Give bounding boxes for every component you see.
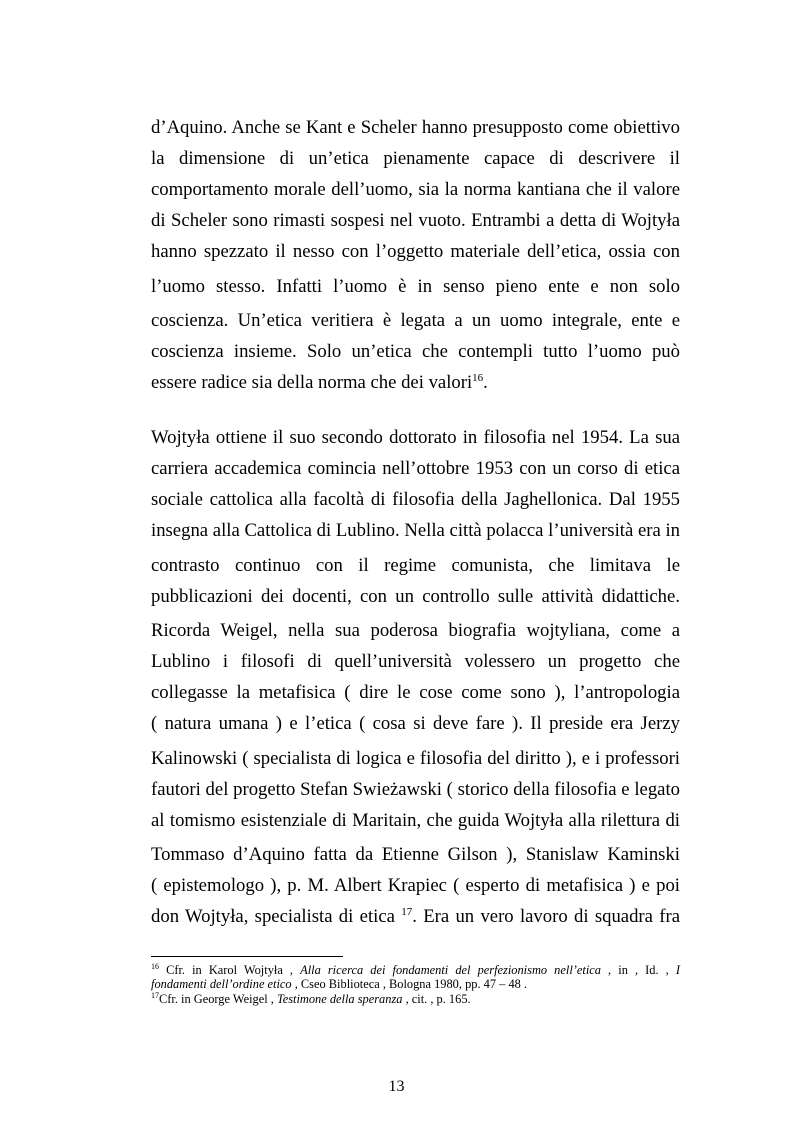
footnote-line: $^{16}$ Cfr. in Karol Wojtyła , Alla ricerca dei fondamenti del perfezionismo nell’etica , in , Id. , I [151,961,680,977]
footnote-separator [151,956,343,957]
footnote-number: 17 [151,990,159,1000]
body-line: d’Aquino. Anche se Kant e Scheler hanno presupposto come obiettivo [151,117,680,138]
body-line: comportamento morale dell’uomo, sia la norma kantiana che il valore [151,179,680,200]
line-text: . Era un vero lavoro di squadra fra [412,906,680,927]
body-line: di Scheler sono rimasti sospesi nel vuoto. Entrambi a detta di Wojtyła [151,210,680,231]
footnote-17 [151,992,680,1006]
footnote-ref-16[interactable]: 16 [472,371,484,384]
line-text: . [483,372,488,393]
body-line: collegasse la metafisica ( dire le cose come sono ), l’antropologia [151,682,680,703]
line-text: essere radice sia della norma che dei valori [151,372,473,393]
body-line: Ricorda Weigel, nella sua poderosa biografia wojtyliana, come a [151,620,680,641]
body-line: Lublino i filosofi di quell’università volessero un progetto che [151,651,680,672]
body-line: coscienza. Un’etica veritiera è legata a un uomo integrale, ente e [151,310,680,331]
footnote-ref-17[interactable]: 17 [401,905,413,918]
body-line: contrasto continuo con il regime comunista, che limitava le [151,555,680,576]
body-line: pubblicazioni dei docenti, con un controllo sulle attività didattiche. [151,586,680,607]
body-line: coscienza insieme. Solo un’etica che contempli tutto l’uomo può [151,341,680,362]
book-title: Testimone della speranza [276,992,403,1006]
body-line: Wojtyła ottiene il suo secondo dottorato in filosofia nel 1954. La sua [151,427,680,448]
body-line: l’uomo stesso. Infatti l’uomo è in senso pieno ente e non solo [151,276,680,297]
body-line: ( natura umana ) e l’etica ( cosa si deve fare ). Il preside era Jerzy [151,713,680,734]
body-line: Tommaso d’Aquino fatta da Etienne Gilson ), Stanislaw Kaminski [151,844,680,865]
footnote-line: fondamenti dell’ordine etico , Cseo Biblioteca , Bologna 1980, pp. 47 – 48 . [151,977,528,991]
body-line: ( epistemologo ), p. M. Albert Krapiec ( esperto di metafisica ) e poi [151,875,680,896]
book-title: Alla ricerca dei fondamenti del perfezionismo nell’etica [300,963,601,977]
body-line [151,906,680,928]
page-number: 13 [388,1078,405,1095]
footnote-16 [151,963,680,991]
body-line: carriera accademica comincia nell’ottobre 1953 con un corso di etica [151,458,680,479]
body-line: hanno spezzato il nesso con l’oggetto materiale dell’etica, ossia con [151,241,680,262]
body-line: la dimensione di un’etica pienamente capace di descrivere il [151,148,680,169]
body-line: Kalinowski ( specialista di logica e filosofia del diritto ), e i professori [151,748,680,769]
book-title: fondamenti dell’ordine etico [151,977,292,991]
body-line: fautori del progetto Stefan Swieżawski ( storico della filosofia e legato [151,779,680,800]
body-line [151,372,680,394]
line-text: don Wojtyła, specialista di etica [151,906,395,927]
body-line: sociale cattolica alla facoltà di filosofia della Jaghellonica. Dal 1955 [151,489,680,510]
footnote-number: 16 [151,961,159,971]
body-line: al tomismo esistenziale di Maritain, che guida Wojtyła alla rilettura di [151,810,680,831]
footnote-line: $^{17}$Cfr. in George Weigel , Testimone della speranza , cit. , p. 165. [151,990,471,1006]
body-line: insegna alla Cattolica di Lublino. Nella città polacca l’università era in [151,520,680,541]
